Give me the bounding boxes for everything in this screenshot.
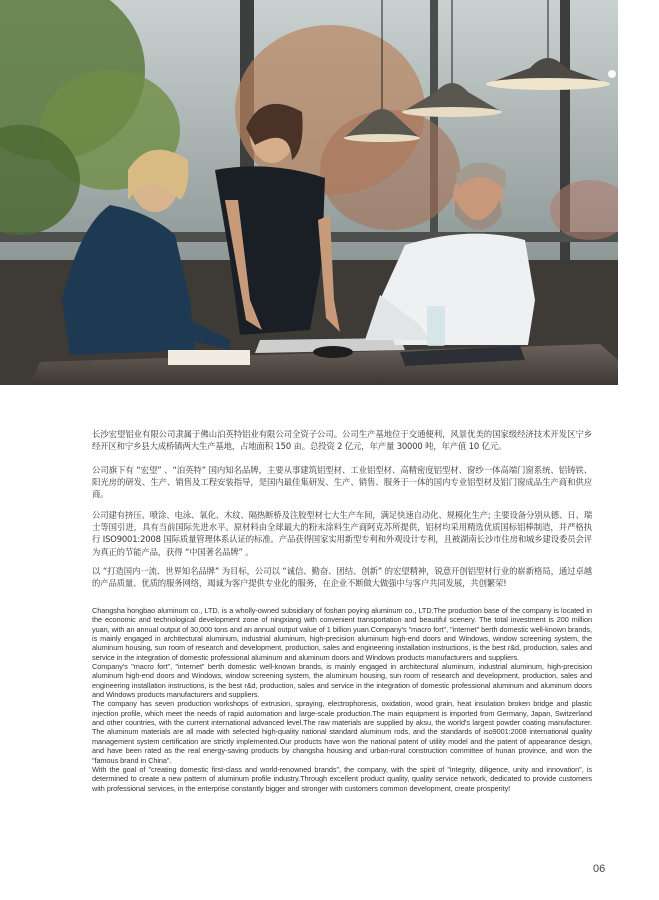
english-paragraph-2: Company's "macro fort", "internet" berth domestic well-known brands, is mainly engaged in architectural aluminum, industrial aluminum, high-precision aluminum high-end doors and Windows, window screening system, the aluminum housing, sun room of research and development, production, sales and engineering installation instructions, is the best r&d, production, sales and service in the integration of domestic professional aluminum and aluminum doors and Windows products manufacturers and suppliers. bbox=[92, 662, 592, 700]
chinese-paragraph-2: 公司旗下有 “宏望” 、“泊英特” 国内知名品牌，主要从事建筑铝型材、工业铝型材、高精密度铝型材、窗纱一体高端门窗系统、铝铸铁、阳光房的研发、生产、销售及工程安装指导，是国内最佳集研发、生产、销售、服务于一体的国内专业铝型材及铝门窗成品生产商和供应商。 bbox=[92, 465, 592, 500]
page-number: 06 bbox=[593, 863, 606, 875]
english-text-block bbox=[92, 606, 592, 793]
office-meeting-photo bbox=[0, 0, 618, 385]
english-paragraph-4: With the goal of "creating domestic first-class and world-renowned brands", the company, with the spirit of "integrity, diligence, unity and innovation", is determined to create a new pattern of aluminum profile industry.Through excellent product quality, quality service network, dedicated to provide customers with professional services, in the enterprise constantly bigger and stronger with customers common development, create prosperity! bbox=[92, 764, 592, 793]
chinese-paragraph-3: 公司建有挤压、喷涂、电泳、氧化、木纹、隔热断桥及注胶型材七大生产车间，满足快速自动化、规模化生产; 主要设备分别从德、日、瑞士等国引进，具有当前国际先进水平。原材料由全球最大的粉末涂料生产商阿克苏所提供，铝材均采用精选优质国标铝棒制造，并严格执行 ISO9001:2008 国际质量管理体系认证的标准。产品获得国家实用新型专利和外观设计专利，且被湖南长沙市住房和城乡建设委员会评为真正的节能产品，获得 “中国著名品牌” 。 bbox=[92, 510, 592, 557]
chinese-paragraph-1: 长沙宏望铝业有限公司隶属于佛山泊英特铝业有限公司全资子公司。公司生产基地位于交通便利，风景优美的国家级经济技术开发区宁乡经开区和宁乡县大成桥镇两大生产基地，占地面积 150 亩。总投资 2 亿元，年产量 30000 吨，年产值 10 亿元。 bbox=[92, 429, 592, 452]
photo-illustration bbox=[0, 0, 618, 385]
english-paragraph-1: Changsha hongbao aluminum co., LTD. is a wholly-owned subsidiary of foshan poying aluminum co., LTD.The production base of the company is located in the economic and technological development zone of ningxiang with convenient transportation and beautiful scenery. The total investment is 200 million yuan, with an annual output of 30,000 tons and an annual output value of 1 billion yuan.Company's "macro fort", "internet" berth domestic well-known brands, is mainly engaged in architectural aluminum, industrial aluminum, high-precision aluminum high-end doors and Windows, window screening system, the aluminum housing, sun room of research and development, production, sales and engineering installation instructions, is the best r&d, production, sales and service in the integration of domestic professional aluminum and aluminum doors and Windows products manufacturers and suppliers. bbox=[92, 606, 592, 662]
english-paragraph-3: The company has seven production workshops of extrusion, spraying, electrophoresis, oxidation, wood grain, heat insulation broken bridge and plastic injection profile, which meet the needs of rapid automation and large-scale production.The main equipment is imported from Germany, Japan, Switzerland and other countries, with the current international advanced level.The raw materials are supplied by aksu, the world's largest powder coating manufacturer. The aluminum materials are all made with selected high-quality national standard aluminum rods, and the standards of iso9001:2008 international quality management system certification are strictly implemented.Our products have won the national patent of utility model and the patent of appearance design, and have been rated as the real energy-saving products by changsha housing and urban-rural construction committee of hunan province, and won the "famous brand in China". bbox=[92, 699, 592, 765]
chinese-paragraph-4: 以 “打造国内一流、世界知名品牌” 为目标，公司以 “诚信、勤奋、团结、创新” 的宏望精神，锐意开创铝型材行业的崭新格局，通过卓越的产品质量、优质的服务网络，竭诚为客户提供专业化的服务，在企业不断做大做强中与客户共同发展，共创繁荣! bbox=[92, 566, 592, 589]
